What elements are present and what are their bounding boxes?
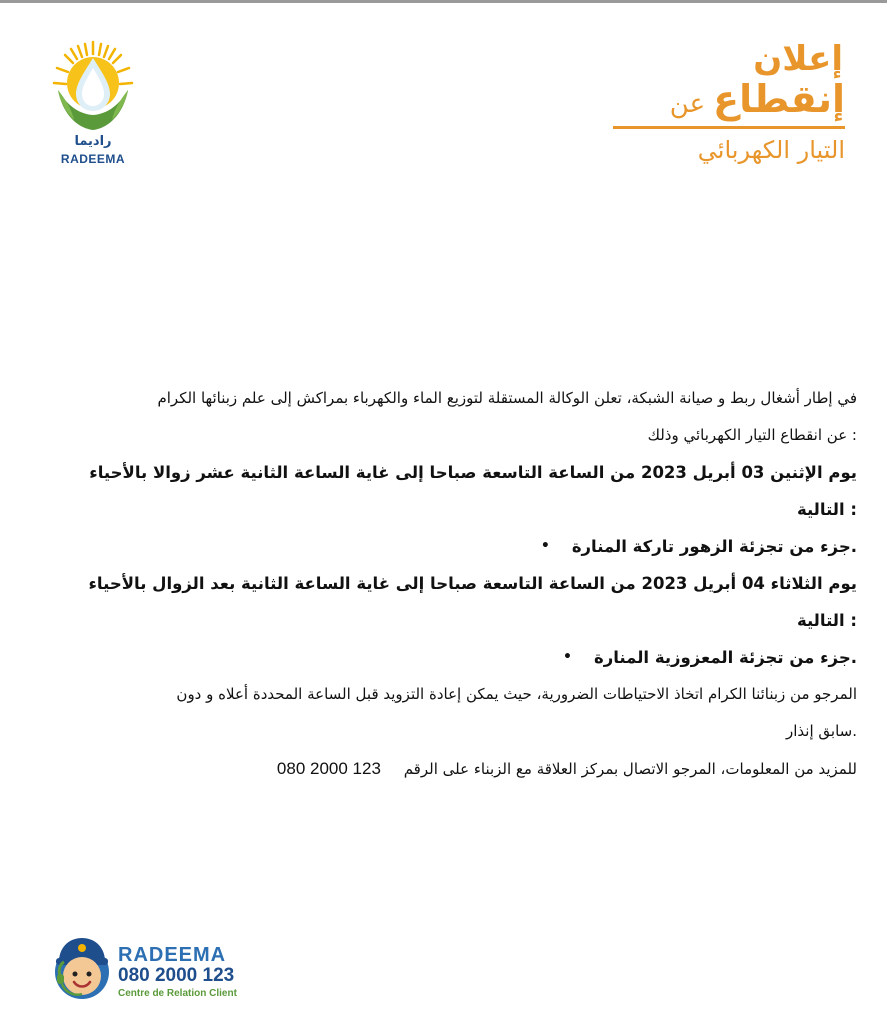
- title-announcement: إعلان: [753, 39, 843, 79]
- day2-line-1: يوم الثلاثاء 04 أبريل 2023 من الساعة التاسعة صباحا إلى غاية الساعة الثانية بعد الزوال بالأحياء: [88, 574, 857, 593]
- title-divider: [613, 126, 845, 129]
- title-line2: [605, 78, 845, 120]
- day1-area: [21, 533, 857, 560]
- intro-line-2: : عن انقطاع التيار الكهربائي وذلك: [647, 426, 857, 444]
- bullet-icon: •: [563, 649, 572, 665]
- note-contact-text: للمزيد من المعلومات، المرجو الاتصال بمركز العلاقة مع الزبناء على الرقم: [403, 760, 857, 778]
- day2-area: [21, 644, 857, 671]
- top-border: [0, 0, 887, 3]
- contact-phone: 080 2000 123: [118, 965, 235, 986]
- logo-arabic-name: راديما: [74, 134, 112, 149]
- day2-line-2: : التالية: [796, 611, 857, 630]
- bullet-icon: •: [540, 538, 550, 554]
- logo-latin-name: RADEEMA: [60, 152, 126, 166]
- title-outage: إنقطاع: [713, 77, 845, 121]
- intro-line-1: في إطار أشغال ربط و صيانة الشبكة، تعلن الوكالة المستقلة لتوزيع الماء والكهرباء بمراكش إلى علم زبنائها الكرام: [157, 389, 857, 407]
- radeema-logo: [48, 38, 138, 178]
- day2-area-text: .جزء من تجزئة المعزوزية المنارة: [594, 648, 857, 667]
- announcement-body: [21, 385, 857, 782]
- title-about: عن: [669, 89, 706, 119]
- day1-area-text: .جزء من تجزئة الزهور تاركة المنارة: [571, 537, 857, 556]
- note-line-1: المرجو من زبنائنا الكرام اتخاذ الاحتياطات الضرورية، حيث يمكن إعادة التزويد قبل الساعة المحددة أعلاه و دون: [176, 685, 857, 703]
- note-line-3: [21, 755, 857, 782]
- note-line-2: .سابق إنذار: [786, 722, 857, 740]
- contact-center-logo: [50, 930, 270, 1010]
- announcement-title: [605, 40, 845, 165]
- contact-subtitle: Centre de Relation Client: [118, 988, 237, 999]
- sun-drop-icon: [48, 38, 138, 138]
- day1-line-1: يوم الإثنين 03 أبريل 2023 من الساعة التاسعة صباحا إلى غاية الساعة الثانية عشر زوالا بالأحياء: [89, 463, 857, 482]
- agent-mascot-icon: [50, 930, 116, 1008]
- note-phone-number: 080 2000 123: [276, 759, 381, 778]
- title-electric-current: التيار الكهربائي: [697, 136, 845, 164]
- contact-brand-name: RADEEMA: [118, 944, 227, 966]
- day1-line-2: : التالية: [796, 500, 857, 519]
